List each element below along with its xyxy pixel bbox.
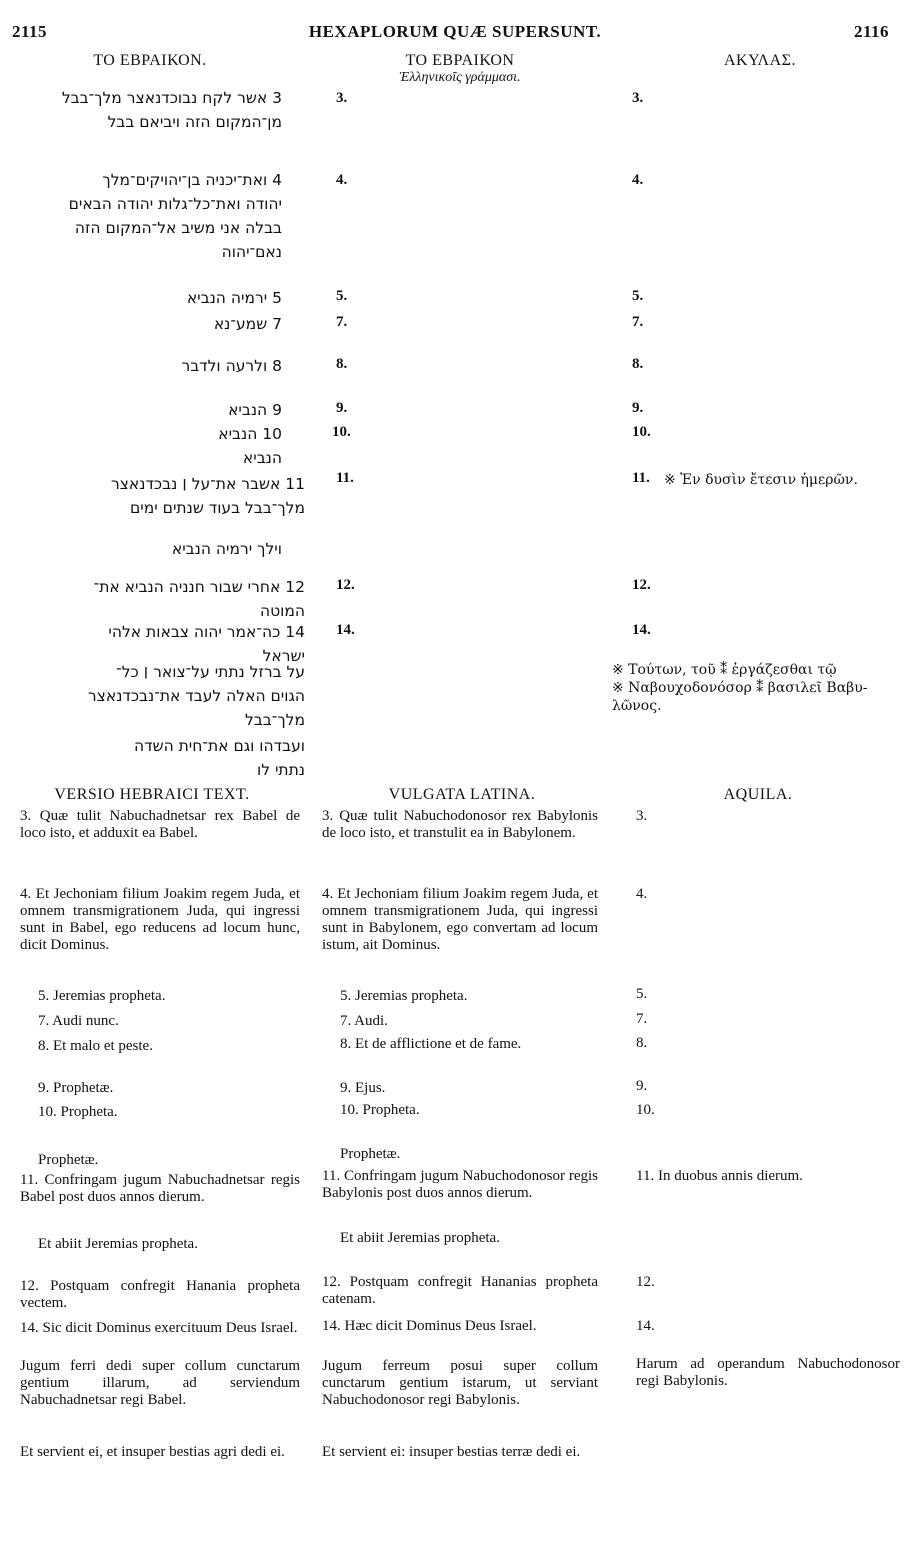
hebrew-verse: 14 כה־אמר יהוה צבאות אלהי ישראל — [108, 623, 305, 665]
aquila-latin-verse: 11. In duobus annis dierum. — [636, 1168, 803, 1184]
aquila-latin-verse: 10. — [636, 1102, 655, 1118]
vulgata-verse: 14. Hæc dicit Dominus Deus Israel. — [322, 1318, 537, 1334]
vulgata-verse: Et servient ei: insuper bestias terræ dedi ei. — [322, 1444, 581, 1460]
transliteration-verse-number: 5. — [336, 288, 348, 304]
column-heading-aquila-latin: AQUILA. — [723, 786, 793, 803]
aquila-latin-verse: 12. — [636, 1274, 655, 1290]
aquila-latin-verse: 7. — [636, 1011, 648, 1027]
versio-verse: Jugum ferri dedi super collum cunctarum gentium illarum, ad serviendum Nabuchadnetsar regi Babel. — [20, 1358, 300, 1408]
hebrew-verse: 12 אחרי שבור חנניה הנביא את־ המוטה — [93, 578, 305, 620]
aquila-greek-text: ※ Τούτων, τοῦ ⁑ ἐργάζεσθαι τῷ ※ Ναβουχοδονόσορ ⁑ βασιλεῖ Βαβυ- λῶνος. — [612, 662, 868, 714]
hebrew-verse: 10 הנביא הנביא — [218, 425, 282, 467]
aquila-latin-verse: Harum ad operandum Nabuchodonosor regi Babylonis. — [636, 1356, 900, 1389]
vulgata-verse: Prophetæ. — [340, 1146, 401, 1162]
page-title: HEXAPLORUM QUÆ SUPERSUNT. — [308, 22, 602, 41]
transliteration-verse-number: 9. — [336, 400, 348, 416]
transliteration-verse-number: 14. — [336, 622, 355, 638]
versio-verse: 10. Propheta. — [38, 1104, 118, 1120]
transliteration-verse-number: 7. — [336, 314, 348, 330]
versio-verse: Et servient ei, et insuper bestias agri dedi ei. — [20, 1444, 285, 1460]
vulgata-verse: 3. Quæ tulit Nabuchodonosor rex Babylonis de loco isto, et transtulit ea in Babylonem. — [322, 808, 598, 841]
aquila-latin-verse: 3. — [636, 808, 648, 824]
versio-verse: 11. Confringam jugum Nabuchadnetsar regis Babel post duos annos dierum. — [20, 1172, 300, 1205]
aquila-latin-verse: 4. — [636, 886, 648, 902]
column-heading-aquila-greek: ΑΚΥΛΑΣ. — [723, 52, 796, 69]
page-number-right: 2116 — [853, 22, 889, 41]
hebrew-verse: 9 הנביא — [228, 401, 282, 419]
aquila-verse-number: 7. — [632, 314, 644, 330]
vulgata-verse: 10. Propheta. — [340, 1102, 420, 1118]
vulgata-verse: Jugum ferreum posui super collum cunctarum gentium istarum, ut serviant Nabuchodonosor regi Babylonis. — [322, 1358, 598, 1408]
versio-verse: 4. Et Jechoniam filium Joakim regem Juda, et omnem transmigrationem Juda, qui ingressi sunt in Babel, ego reducens ad locum hunc, dicit Dominus. — [20, 886, 300, 953]
transliteration-verse-number: 12. — [336, 577, 355, 593]
column-heading-hebrew: ΤΟ ΕΒΡΑΙΚΟΝ. — [93, 52, 207, 69]
aquila-latin-verse: 5. — [636, 986, 648, 1002]
aquila-verse-number: 9. — [632, 400, 644, 416]
aquila-verse-number: 5. — [632, 288, 644, 304]
versio-verse: 7. Audi nunc. — [38, 1013, 119, 1029]
vulgata-verse: Et abiit Jeremias propheta. — [340, 1230, 500, 1246]
column-subheading-transliteration: Ἑλληνικοῖς γράμμασι. — [399, 70, 521, 85]
vulgata-verse: 12. Postquam confregit Hananias propheta catenam. — [322, 1274, 598, 1307]
vulgata-verse: 7. Audi. — [340, 1013, 388, 1029]
aquila-latin-verse: 14. — [636, 1318, 655, 1334]
aquila-latin-verse: 8. — [636, 1035, 648, 1051]
versio-verse: Et abiit Jeremias propheta. — [38, 1236, 198, 1252]
aquila-greek-text: ※ Ἐν δυσὶν ἔτεσιν ἡμερῶν. — [664, 472, 858, 488]
transliteration-verse-number: 11. — [336, 470, 354, 486]
hebrew-verse: 3 אשר לקח נבוכדנאצר מלך־בבל מן־המקום הזה ויביאם בבל — [61, 89, 282, 131]
hebrew-verse: 7 שמע־נא — [213, 315, 282, 333]
vulgata-verse: 4. Et Jechoniam filium Joakim regem Juda, et omnem transmigrationem Juda, qui ingressi sunt in Babylonem, ego convertam ad locum istum, ait Dominus. — [322, 886, 598, 953]
vulgata-verse: 11. Confringam jugum Nabuchodonosor regis Babylonis post duos annos dierum. — [322, 1168, 598, 1201]
page-number-left: 2115 — [12, 22, 48, 41]
hebrew-verse: על ברזל נתתי על־צואר ׀ כל־ הגוים האלה לעבד את־נבכדנאצר מלך־בבל — [87, 663, 305, 729]
column-heading-transliteration: ΤΟ ΕΒΡΑΙΚΟΝ — [405, 52, 515, 69]
aquila-verse-number: 3. — [632, 90, 644, 106]
hebrew-verse: 4 ואת־יכניה בן־יהויקים־מלך יהודה ואת־כל־גלות יהודה הבאים בבלה אני משיב אל־המקום הזה נאם־יהוה — [68, 171, 282, 261]
column-heading-versio: VERSIO HEBRAICI TEXT. — [54, 786, 250, 803]
vulgata-verse: 9. Ejus. — [340, 1080, 386, 1096]
transliteration-verse-number: 3. — [336, 90, 348, 106]
hebrew-verse: 5 ירמיה הנביא — [186, 289, 282, 307]
aquila-verse-number: 8. — [632, 356, 644, 372]
aquila-verse-number: 11. — [632, 470, 650, 486]
aquila-verse-number: 4. — [632, 172, 644, 188]
aquila-verse-number: 10. — [632, 424, 651, 440]
column-heading-vulgata: VULGATA LATINA. — [388, 786, 536, 803]
versio-verse: 12. Postquam confregit Hanania propheta vectem. — [20, 1278, 300, 1311]
transliteration-verse-number: 4. — [336, 172, 348, 188]
transliteration-verse-number: 8. — [336, 356, 348, 372]
versio-verse: 3. Quæ tulit Nabuchadnetsar rex Babel de loco isto, et adduxit ea Babel. — [20, 808, 300, 841]
versio-verse: 8. Et malo et peste. — [38, 1038, 153, 1054]
hebrew-verse: 8 ולרעה ולדבר — [181, 357, 282, 375]
vulgata-verse: 8. Et de afflictione et de fame. — [340, 1036, 522, 1052]
versio-verse: 14. Sic dicit Dominus exercituum Deus Israel. — [20, 1320, 298, 1336]
aquila-latin-verse: 9. — [636, 1078, 648, 1094]
versio-verse: 5. Jeremias propheta. — [38, 988, 166, 1004]
aquila-verse-number: 12. — [632, 577, 651, 593]
hebrew-verse: וילך ירמיה הנביא — [171, 540, 282, 558]
hebrew-verse: 11 אשבר את־על ׀ נבכדנאצר מלך־בבל בעוד שנתים ימים — [110, 475, 305, 517]
versio-verse: 9. Prophetæ. — [38, 1080, 114, 1096]
hebrew-verse: ועבדהו וגם את־חית השדה נתתי לו — [134, 737, 305, 779]
versio-verse: Prophetæ. — [38, 1152, 99, 1168]
aquila-verse-number: 14. — [632, 622, 651, 638]
vulgata-verse: 5. Jeremias propheta. — [340, 988, 468, 1004]
transliteration-verse-number: 10. — [332, 424, 351, 440]
